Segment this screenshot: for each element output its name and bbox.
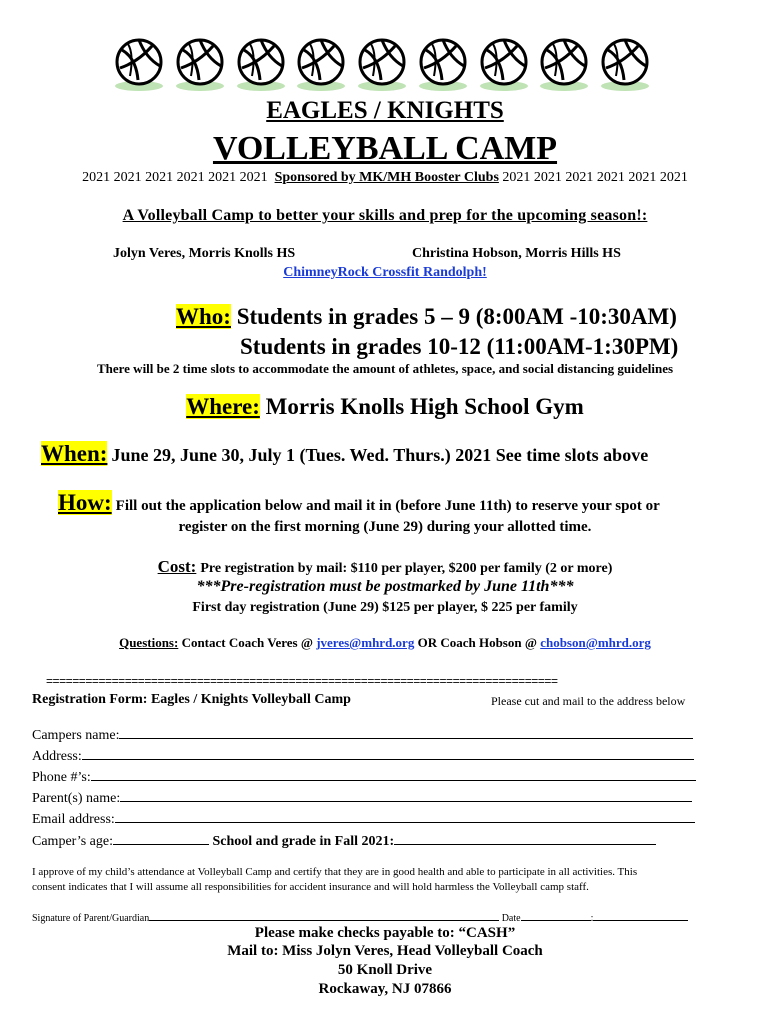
date-separator: : bbox=[590, 913, 594, 924]
age-label: Camper’s age: bbox=[32, 834, 113, 849]
camp-tagline: A Volleyball Camp to better your skills and prep for the upcoming season!: bbox=[122, 207, 648, 224]
hobson-email-link[interactable]: chobson@mhrd.org bbox=[540, 635, 651, 650]
volleyball-icon bbox=[112, 36, 166, 92]
year-repeat-right: 2021 2021 2021 2021 2021 2021 bbox=[502, 170, 688, 185]
when-label: When: bbox=[41, 441, 108, 466]
volleyball-icon bbox=[355, 36, 409, 92]
mail-to: Mail to: Miss Jolyn Veres, Head Volleyball Coach bbox=[227, 943, 543, 959]
parents-label: Parent(s) name: bbox=[32, 791, 121, 806]
who-grades-5-9: Students in grades 5 – 9 (8:00AM -10:30AM) bbox=[236, 304, 677, 329]
phone-field[interactable] bbox=[32, 768, 696, 786]
coach-hobson: Christina Hobson, Morris Hills HS bbox=[412, 246, 621, 261]
how-label: How: bbox=[58, 490, 112, 515]
camper-name-blank[interactable] bbox=[119, 726, 693, 739]
volleyball-icon bbox=[294, 36, 348, 92]
age-grade-field bbox=[32, 832, 656, 850]
date-blank-1[interactable] bbox=[521, 911, 591, 921]
cost-text: Pre registration by mail: $110 per player, $200 per family (2 or more) bbox=[200, 561, 613, 576]
signature-row bbox=[32, 911, 688, 924]
camp-title: VOLLEYBALL CAMP bbox=[212, 130, 558, 167]
age-blank[interactable] bbox=[113, 832, 209, 845]
volleyball-icon bbox=[537, 36, 591, 92]
date-blank-2[interactable] bbox=[593, 911, 688, 921]
camp-subtitle: EAGLES / KNIGHTS bbox=[266, 97, 504, 124]
address-label: Address: bbox=[32, 749, 82, 764]
email-blank[interactable] bbox=[115, 810, 695, 823]
volleyball-icon bbox=[416, 36, 470, 92]
form-title: Registration Form: Eagles / Knights Volleyball Camp bbox=[32, 692, 351, 707]
who-grades-10-12: Students in grades 10-12 (11:00AM-1:30PM) bbox=[240, 334, 679, 359]
when-line bbox=[41, 441, 648, 467]
how-line-1 bbox=[58, 490, 660, 516]
who-label: Who: bbox=[176, 304, 231, 329]
camper-name-label: Campers name: bbox=[32, 728, 120, 743]
veres-email-link[interactable]: jveres@mhrd.org bbox=[316, 635, 415, 650]
cost-line bbox=[0, 557, 770, 577]
questions-line bbox=[0, 635, 770, 651]
volleyball-clipart-row bbox=[112, 36, 652, 92]
how-text-2: register on the first morning (June 29) during your allotted time. bbox=[178, 519, 592, 535]
volleyball-icon bbox=[598, 36, 652, 92]
how-text-1: Fill out the application below and mail it in (before June 11th) to reserve your spot or bbox=[115, 498, 660, 514]
signature-blank[interactable] bbox=[149, 911, 499, 921]
checks-payable: Please make checks payable to: “CASH” bbox=[254, 925, 516, 941]
questions-text-1: Contact Coach Veres @ bbox=[181, 635, 313, 650]
partner-link-row bbox=[0, 265, 770, 281]
first-day-cost: First day registration (June 29) $125 per player, $ 225 per family bbox=[192, 600, 578, 615]
email-label: Email address: bbox=[32, 812, 115, 827]
sponsor-text: Sponsored by MK/MH Booster Clubs bbox=[274, 170, 499, 185]
mail-city: Rockaway, NJ 07866 bbox=[318, 981, 452, 997]
cut-line-divider: ============================================================================== bbox=[46, 674, 558, 688]
form-instruction: Please cut and mail to the address below bbox=[491, 694, 686, 708]
sponsor-line bbox=[0, 170, 770, 186]
phone-label: Phone #’s: bbox=[32, 770, 91, 785]
volleyball-icon bbox=[173, 36, 227, 92]
address-field[interactable] bbox=[32, 747, 694, 765]
questions-text-2: OR Coach Hobson @ bbox=[417, 635, 537, 650]
where-text: Morris Knolls High School Gym bbox=[265, 394, 584, 419]
coach-veres: Jolyn Veres, Morris Knolls HS bbox=[113, 246, 296, 261]
phone-blank[interactable] bbox=[91, 768, 696, 781]
where-line bbox=[0, 394, 770, 420]
consent-line-2: consent indicates that I will assume all responsibilities for accident insurance and will hold harmless the Volleyball camp staff. bbox=[32, 881, 589, 893]
address-blank[interactable] bbox=[82, 747, 694, 760]
when-text: June 29, June 30, July 1 (Tues. Wed. Thurs.) 2021 See time slots above bbox=[111, 445, 649, 465]
date-label: Date bbox=[501, 913, 521, 924]
signature-label: Signature of Parent/Guardian bbox=[32, 913, 150, 924]
volleyball-icon bbox=[234, 36, 288, 92]
grade-blank[interactable] bbox=[394, 832, 656, 845]
consent-line-1: I approve of my child’s attendance at Volleyball Camp and certify that they are in good health and able to participate in all activities. This bbox=[32, 866, 638, 878]
year-repeat-left: 2021 2021 2021 2021 2021 2021 bbox=[82, 170, 268, 185]
partner-link[interactable]: ChimneyRock Crossfit Randolph! bbox=[283, 265, 487, 280]
mail-street: 50 Knoll Drive bbox=[337, 962, 433, 978]
cost-label: Cost: bbox=[157, 557, 197, 576]
questions-label: Questions: bbox=[119, 635, 179, 650]
volleyball-icon bbox=[477, 36, 531, 92]
parents-blank[interactable] bbox=[120, 789, 692, 802]
camper-name-field[interactable] bbox=[32, 726, 693, 744]
email-field[interactable] bbox=[32, 810, 695, 828]
time-slot-note: There will be 2 time slots to accommodate the amount of athletes, space, and social distancing guidelines bbox=[96, 361, 674, 376]
grade-label: School and grade in Fall 2021: bbox=[212, 834, 395, 849]
where-label: Where: bbox=[186, 394, 260, 419]
preregistration-deadline: ***Pre-registration must be postmarked by June 11th*** bbox=[196, 578, 574, 595]
parents-field[interactable] bbox=[32, 789, 692, 807]
who-line-1 bbox=[176, 304, 677, 330]
